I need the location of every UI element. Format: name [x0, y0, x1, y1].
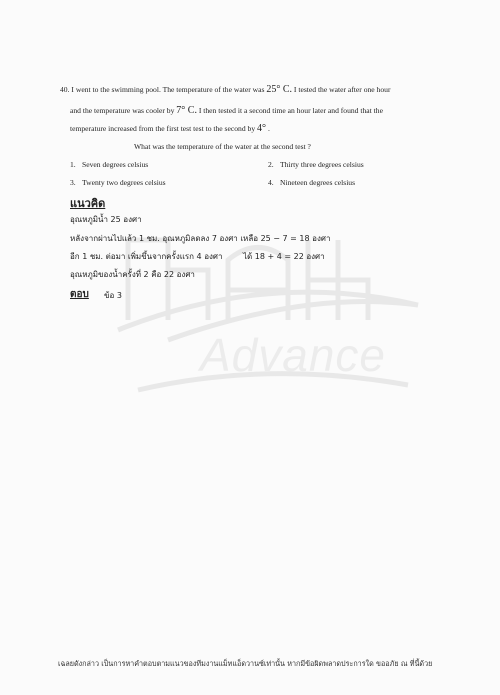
option-2: 2. Thirty three degrees celsius	[268, 160, 364, 169]
question-number: 40.	[60, 85, 70, 94]
answer-text: ข้อ 3	[104, 291, 122, 300]
temp-rise: 4°	[257, 123, 267, 134]
question-prompt: What was the temperature of the water at the second test ?	[134, 142, 311, 151]
footer-note: เฉลยดังกล่าว เป็นการหาคำตอบตามแนวของทีมงานแม็ทแอ็ดวานซ์เท่านั้น หากมีข้อผิดพลาดประการใด ขออภัย ณ ที่นี้ด้วย	[58, 659, 433, 668]
solution-line-3: อีก 1 ชม. ต่อมา เพิ่มขึ้นจากครั้งแรก 4 องศา	[70, 252, 223, 261]
watermark-word: Advance	[200, 329, 387, 381]
temp-initial: 25° C.	[266, 84, 293, 95]
temp-drop: 7° C.	[176, 105, 197, 116]
option-3: 3. Twenty two degrees celsius	[70, 178, 166, 187]
question-line-1: 40. I went to the swimming pool. The temperature of the water was 25° C. I tested the water after one hour	[60, 84, 391, 95]
solution-line-5: อุณหภูมิของน้ำครั้งที่ 2 คือ 22 องศา	[70, 270, 195, 279]
solution-line-2: หลังจากผ่านไปแล้ว 1 ชม. อุณหภูมิลดลง 7 องศา เหลือ 25 − 7 = 18 องศา	[70, 234, 331, 243]
answer-heading: ตอบ	[70, 289, 89, 300]
question-line-3: temperature increased from the first test test to the second by 4° .	[70, 123, 270, 134]
option-1: 1. Seven degrees celsius	[70, 160, 149, 169]
solution-line-1: อุณหภูมิน้ำ 25 องศา	[70, 215, 142, 224]
solution-line-4: ได้ 18 + 4 = 22 องศา	[243, 252, 325, 261]
option-4: 4. Nineteen degrees celsius	[268, 178, 356, 187]
solution-heading: แนวคิด	[70, 197, 106, 210]
question-line-2: and the temperature was cooler by 7° C. I then tested it a second time an hour later and found that the	[70, 105, 383, 116]
